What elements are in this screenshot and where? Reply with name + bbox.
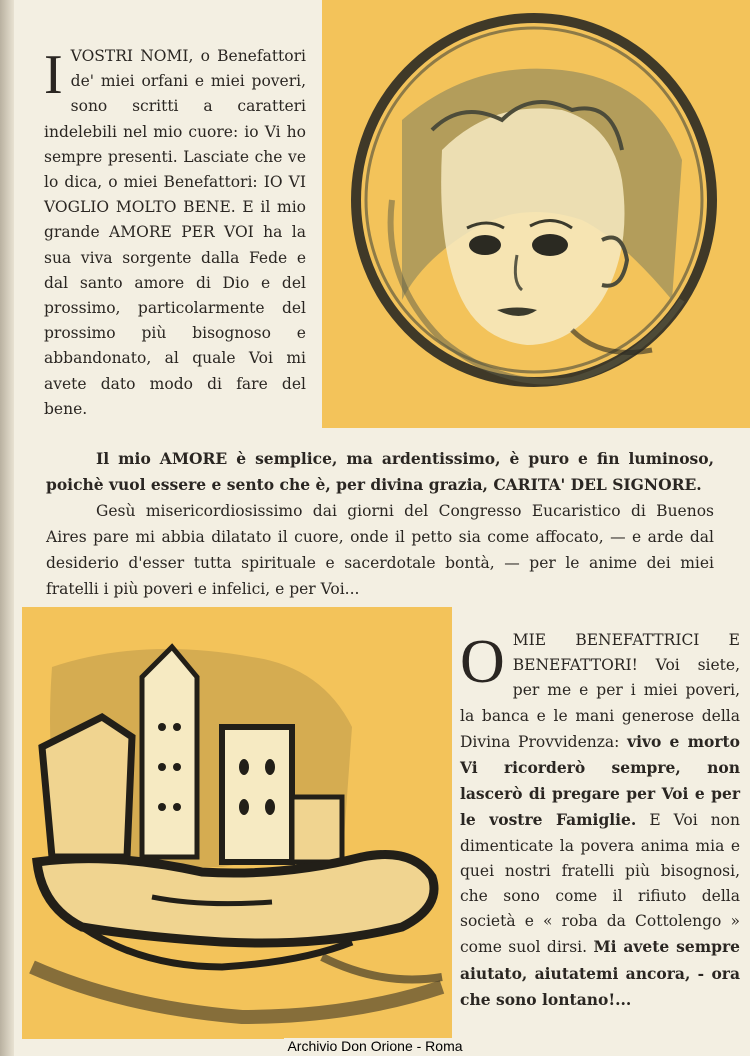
intro-text-a: VOSTRI NOMI, o Benefattori de' miei orfani e miei poveri, sono scritti a caratteri indelebili nel mio cuore: io Vi ho sempre presenti. Lasciate che ve lo dica, o miei Benefattori: [44,47,306,192]
love-body-text: Gesù misericordiosissimo dai giorni del Congresso Eucaristico di Buenos Aires pare mi abbia dilatato il cuore, onde il petto sia come affocato, — e arde dal desiderio d'esser tutta spirituale e sacerdotale bontà, — per le anime dei miei fratelli i più poveri e infelici, e per Voi... [46,502,714,598]
paragraph-intro [44,44,306,422]
child-face-drawing [322,0,750,428]
love-bold-text: Il mio AMORE è semplice, ma ardentissimo, è puro e fin luminoso, poichè vuol essere e sento che è, per divina grazia, CARITA' DEL SIGNORE. [46,449,714,494]
drop-cap-i: I [44,44,63,106]
benefactors-bold-a: vivo e morto Vi ricorderò sempre, non lascerò di pregare per Voi e per le vostre Famiglie. [460,731,741,830]
drop-cap-o: O [460,628,505,696]
hand-buildings-drawing [22,607,452,1039]
paragraph-love [46,446,714,602]
binding-gutter [0,0,14,1056]
intro-text-b: IO VI VOGLIO MOLTO BENE. E il mio grande AMORE PER VOI [44,173,306,242]
footer-text: Archivio Don Orione - Roma [284,1038,465,1054]
benefactors-text-b: E Voi non dimenticate la povera anima mia e quei nostri fratelli più bisognosi, che sono come il rifiuto della società e « roba da Cottolengo » come suol dirsi. [460,811,740,957]
benefactors-text-a: MIE BENEFATTRICI E BENEFATTORI! Voi siete, per me e per i miei poveri, la banca e le mani generose della Divina Provvidenza: [460,631,740,751]
illustration-child-face [322,0,750,428]
paragraph-benefactors [460,628,740,1013]
illustration-hand-buildings [22,607,452,1039]
benefactors-bold-b: Mi avete sempre aiutato, aiutatemi ancora, - ora che sono lontano!... [460,937,740,1009]
intro-text-c: ha la sua viva sorgente dalla Fede e dal santo amore di Dio e del prossimo, particolarmente del prossimo più bisognoso e abbandonato, al quale Voi mi avete dato modo di fare del bene. [44,223,307,418]
archive-footer [0,1038,750,1054]
